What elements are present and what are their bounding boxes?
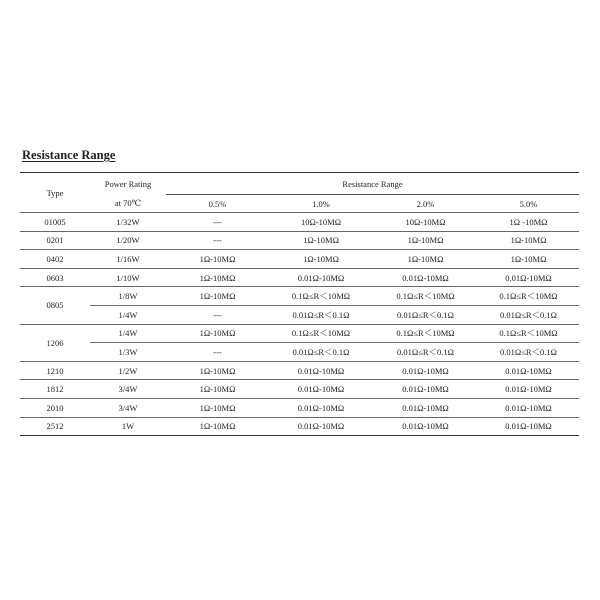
power-cell: 1/4W bbox=[90, 305, 166, 324]
power-cell: 1W bbox=[90, 417, 166, 436]
table-row bbox=[20, 343, 579, 362]
power-cell: 1/3W bbox=[90, 343, 166, 362]
tolerance-header-0.5: 0.5% bbox=[166, 195, 269, 213]
type-cell: 2512 bbox=[20, 417, 90, 436]
tolerance-cell: 0.01Ω-10MΩ bbox=[269, 361, 373, 380]
tolerance-cell: 0.01Ω-10MΩ bbox=[269, 398, 373, 417]
header-row-2 bbox=[20, 195, 579, 213]
tolerance-cell: 0.01Ω-10MΩ bbox=[373, 380, 478, 399]
tolerance-cell: 0.1Ω≤R＜10MΩ bbox=[373, 287, 478, 306]
table-row bbox=[20, 361, 579, 380]
tolerance-cell: 1Ω-10MΩ bbox=[269, 231, 373, 250]
type-cell: 2010 bbox=[20, 398, 90, 417]
tolerance-cell: 0.01Ω-10MΩ bbox=[478, 398, 579, 417]
tolerance-cell: 0.1Ω≤R＜10MΩ bbox=[269, 324, 373, 343]
header-row-1 bbox=[20, 173, 579, 195]
tolerance-cell: 1Ω-10MΩ bbox=[478, 250, 579, 269]
tolerance-cell: 0.01Ω≤R＜0.1Ω bbox=[269, 305, 373, 324]
power-cell: 1/2W bbox=[90, 361, 166, 380]
tolerance-cell: 1Ω-10MΩ bbox=[373, 231, 478, 250]
type-cell: 0603 bbox=[20, 268, 90, 287]
tolerance-cell: 10Ω-10MΩ bbox=[373, 213, 478, 232]
table-row bbox=[20, 213, 579, 232]
tolerance-cell: 1Ω-10MΩ bbox=[166, 380, 269, 399]
tolerance-cell: 1Ω-10MΩ bbox=[478, 231, 579, 250]
section-title: Resistance Range bbox=[22, 148, 116, 162]
tolerance-cell: --- bbox=[166, 343, 269, 362]
table-row bbox=[20, 417, 579, 436]
tolerance-cell: 0.01Ω≤R＜0.1Ω bbox=[269, 343, 373, 362]
power-cell: 1/32W bbox=[90, 213, 166, 232]
tolerance-cell: 0.01Ω-10MΩ bbox=[373, 361, 478, 380]
table-row bbox=[20, 250, 579, 269]
tolerance-cell: 0.01Ω-10MΩ bbox=[478, 417, 579, 436]
tolerance-cell: 1Ω-10MΩ bbox=[269, 250, 373, 269]
type-cell: 0201 bbox=[20, 231, 90, 250]
table-row bbox=[20, 287, 579, 306]
type-cell: 1206 bbox=[20, 324, 90, 361]
type-header: Type bbox=[20, 173, 90, 213]
tolerance-cell: 0.01Ω-10MΩ bbox=[269, 268, 373, 287]
tolerance-cell: 0.01Ω-10MΩ bbox=[478, 380, 579, 399]
resistance-range-table bbox=[20, 172, 579, 436]
tolerance-cell: 0.01Ω≤R＜0.1Ω bbox=[478, 305, 579, 324]
type-cell: 0402 bbox=[20, 250, 90, 269]
tolerance-header-1.0: 1.0% bbox=[269, 195, 373, 213]
power-rating-header: Power Rating bbox=[90, 173, 166, 195]
type-cell: 1210 bbox=[20, 361, 90, 380]
table-row bbox=[20, 324, 579, 343]
type-cell: 1812 bbox=[20, 380, 90, 399]
tolerance-cell: 1Ω-10MΩ bbox=[166, 268, 269, 287]
tolerance-cell: 0.01Ω≤R＜0.1Ω bbox=[373, 305, 478, 324]
power-cell: 1/20W bbox=[90, 231, 166, 250]
table-row bbox=[20, 231, 579, 250]
tolerance-cell: 1Ω-10MΩ bbox=[166, 398, 269, 417]
tolerance-cell: 1Ω-10MΩ bbox=[166, 361, 269, 380]
tolerance-cell: 0.01Ω-10MΩ bbox=[478, 361, 579, 380]
tolerance-cell: 0.01Ω-10MΩ bbox=[373, 268, 478, 287]
tolerance-cell: 1Ω-10MΩ bbox=[166, 250, 269, 269]
tolerance-cell: 0.01Ω≤R＜0.1Ω bbox=[478, 343, 579, 362]
tolerance-cell: 10Ω-10MΩ bbox=[269, 213, 373, 232]
type-cell: 01005 bbox=[20, 213, 90, 232]
table-row bbox=[20, 305, 579, 324]
tolerance-header-2.0: 2.0% bbox=[373, 195, 478, 213]
tolerance-cell: 0.01Ω-10MΩ bbox=[373, 398, 478, 417]
tolerance-cell: --- bbox=[166, 213, 269, 232]
tolerance-cell: --- bbox=[166, 231, 269, 250]
power-cell: 3/4W bbox=[90, 380, 166, 399]
tolerance-cell: 0.01Ω≤R＜0.1Ω bbox=[373, 343, 478, 362]
tolerance-cell: 1Ω-10MΩ bbox=[166, 324, 269, 343]
power-cell: 1/16W bbox=[90, 250, 166, 269]
tolerance-cell: 1Ω -10MΩ bbox=[478, 213, 579, 232]
power-cell: 1/8W bbox=[90, 287, 166, 306]
power-cell: 1/4W bbox=[90, 324, 166, 343]
tolerance-cell: 0.1Ω≤R＜10MΩ bbox=[373, 324, 478, 343]
tolerance-cell: 0.1Ω≤R＜10MΩ bbox=[269, 287, 373, 306]
power-cell: 3/4W bbox=[90, 398, 166, 417]
tolerance-cell: 1Ω-10MΩ bbox=[373, 250, 478, 269]
tolerance-cell: 0.1Ω≤R＜10MΩ bbox=[478, 324, 579, 343]
tolerance-cell: 0.01Ω-10MΩ bbox=[269, 380, 373, 399]
tolerance-cell: --- bbox=[166, 305, 269, 324]
tolerance-cell: 1Ω-10MΩ bbox=[166, 417, 269, 436]
table-row bbox=[20, 268, 579, 287]
resistance-range-header: Resistance Range bbox=[166, 173, 579, 195]
type-cell: 0805 bbox=[20, 287, 90, 324]
tolerance-cell: 0.1Ω≤R＜10MΩ bbox=[478, 287, 579, 306]
power-rating-subheader: at 70℃ bbox=[114, 197, 142, 208]
tolerance-cell: 0.01Ω-10MΩ bbox=[373, 417, 478, 436]
tolerance-cell: 0.01Ω-10MΩ bbox=[269, 417, 373, 436]
table-row bbox=[20, 380, 579, 399]
power-cell: 1/10W bbox=[90, 268, 166, 287]
tolerance-cell: 0.01Ω-10MΩ bbox=[478, 268, 579, 287]
table-row bbox=[20, 398, 579, 417]
tolerance-cell: 1Ω-10MΩ bbox=[166, 287, 269, 306]
tolerance-header-5.0: 5.0% bbox=[478, 195, 579, 213]
